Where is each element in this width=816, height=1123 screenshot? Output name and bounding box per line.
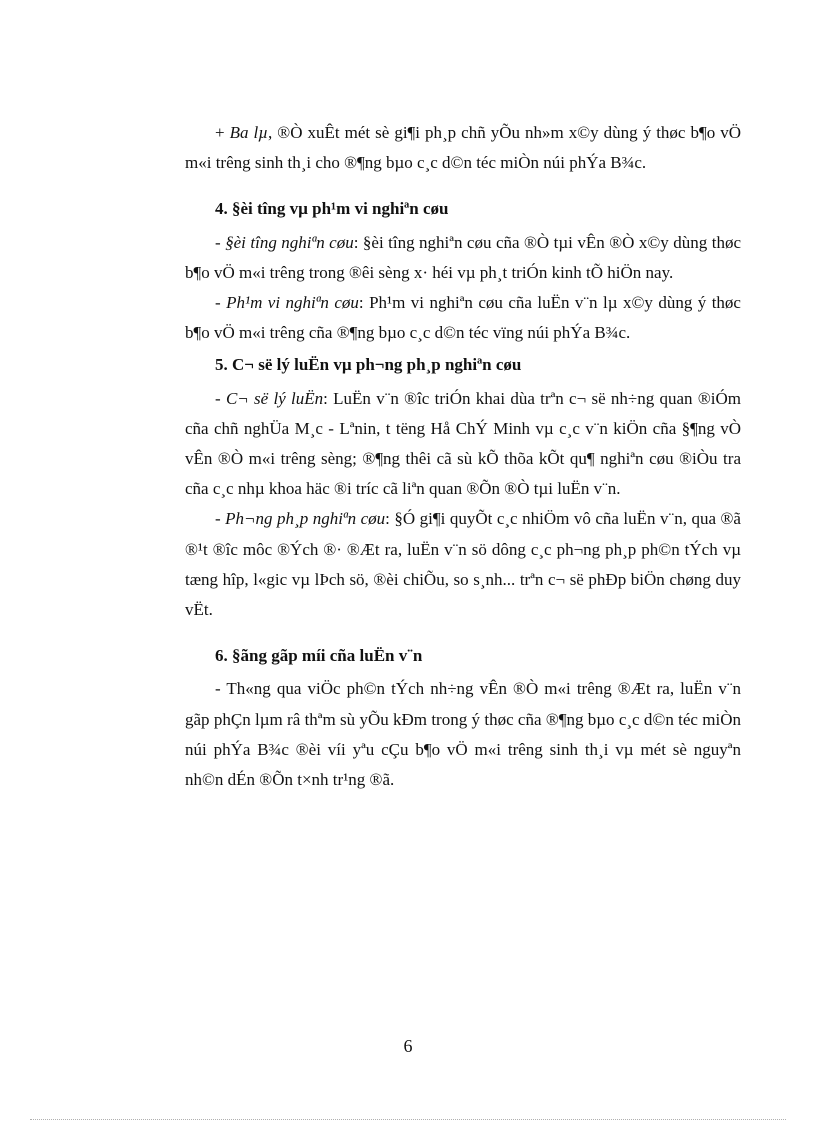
paragraph-text: : §Ó gi¶i quyÕt c¸c nhiÖm vô cña luËn v¨n, qua ®ã ®¹t ®îc môc ®Ých ®· ®Æt ra, luËn v¨n sö dông c¸c ph¬ng ph¸p ph©n tÝch vµ tæng hîp, l«gic vµ lÞch sö, ®èi chiÕu, so s¸nh... trªn c¬ së phÐp biÖn chøng duy vËt.	[185, 509, 741, 620]
paragraph-research-scope	[185, 288, 741, 348]
paragraph-text: , ®Ò xuÊt mét sè gi¶i ph¸p chñ yÕu nh»m x©y dùng ý thøc b¶o vÖ m«i trêng sinh th¸i cho ®¶ng bµo c¸c d©n téc miÒn núi phÝa B¾c.	[185, 123, 741, 173]
paragraph-emphasis: Ph¹m vi nghiªn cøu	[226, 293, 359, 313]
document-body	[185, 118, 741, 795]
paragraph-prefix: -	[215, 293, 227, 313]
section-heading-4: 4. §èi tîng vµ ph¹m vi nghiªn cøu	[215, 199, 449, 219]
paragraph-research-methods	[185, 504, 741, 625]
paragraph-emphasis: Ba lµ	[229, 123, 269, 142]
paragraph-emphasis: Ph¬ng ph¸p nghiªn cøu	[225, 509, 386, 529]
paragraph-prefix: -	[215, 509, 226, 529]
paragraph-text: : LuËn v¨n ®îc triÓn khai dùa trªn c¬ së nh÷ng quan ®iÓm cña chñ nghÜa M¸c - Lªnin, t tëng Hå ChÝ Minh vµ c¸c v¨n kiÖn cña §¶ng vÒ vÊn ®Ò m«i trêng sèng; ®¶ng thêi cã sù kÕ thõa kÕt qu¶ nghiªn cøu ®iÒu tra cña c¸c nhµ khoa häc ®i tríc cã liªn quan ®Õn ®Ò tµi luËn v¨n.	[185, 388, 741, 499]
paragraph-text: : Ph¹m vi nghiªn cøu cña luËn v¨n lµ x©y dùng ý thøc b¶o vÖ m«i trêng cña ®¶ng bµo c¸c d©n téc vïng núi phÝa B¾c.	[185, 293, 741, 343]
paragraph-theoretical-basis	[185, 384, 741, 505]
paragraph-prefix: +	[215, 123, 230, 142]
paragraph-prefix: -	[215, 232, 226, 252]
paragraph-emphasis: §èi tîng nghiªn cøu	[225, 232, 354, 252]
paragraph-prefix: -	[215, 388, 226, 408]
paragraph-goal-three	[185, 118, 741, 178]
paragraph-new-contribution: - Th«ng qua viÖc ph©n tÝch nh÷ng vÊn ®Ò m«i trêng ®Æt ra, luËn v¨n gãp phÇn lµm râ thªm sù yÕu kÐm trong ý thøc cña ®¶ng bµo c¸c d©n téc miÒn núi phÝa B¾c ®èi víi yªu cÇu b¶o vÖ m«i trêng sinh th¸i vµ mét sè nguyªn nh©n dÉn ®Õn t×nh tr¹ng ®ã.	[185, 679, 741, 790]
section-heading-5: 5. C¬ së lý luËn vµ ph¬ng ph¸p nghiªn cøu	[215, 355, 522, 375]
section-heading-6: 6. §ãng gãp míi cña luËn v¨n	[215, 646, 423, 666]
paragraph-emphasis: C¬ së lý luËn	[225, 388, 324, 408]
paragraph-research-object	[185, 228, 741, 288]
paragraph-text: : §èi tîng nghiªn cøu cña ®Ò tµi vÊn ®Ò x©y dùng thøc b¶o vÖ m«i trêng trong ®êi sèng x· héi vµ ph¸t triÓn kinh tÕ hiÖn nay.	[185, 232, 741, 282]
page-number: 6	[403, 1036, 413, 1056]
page-bottom-divider	[30, 1119, 786, 1120]
